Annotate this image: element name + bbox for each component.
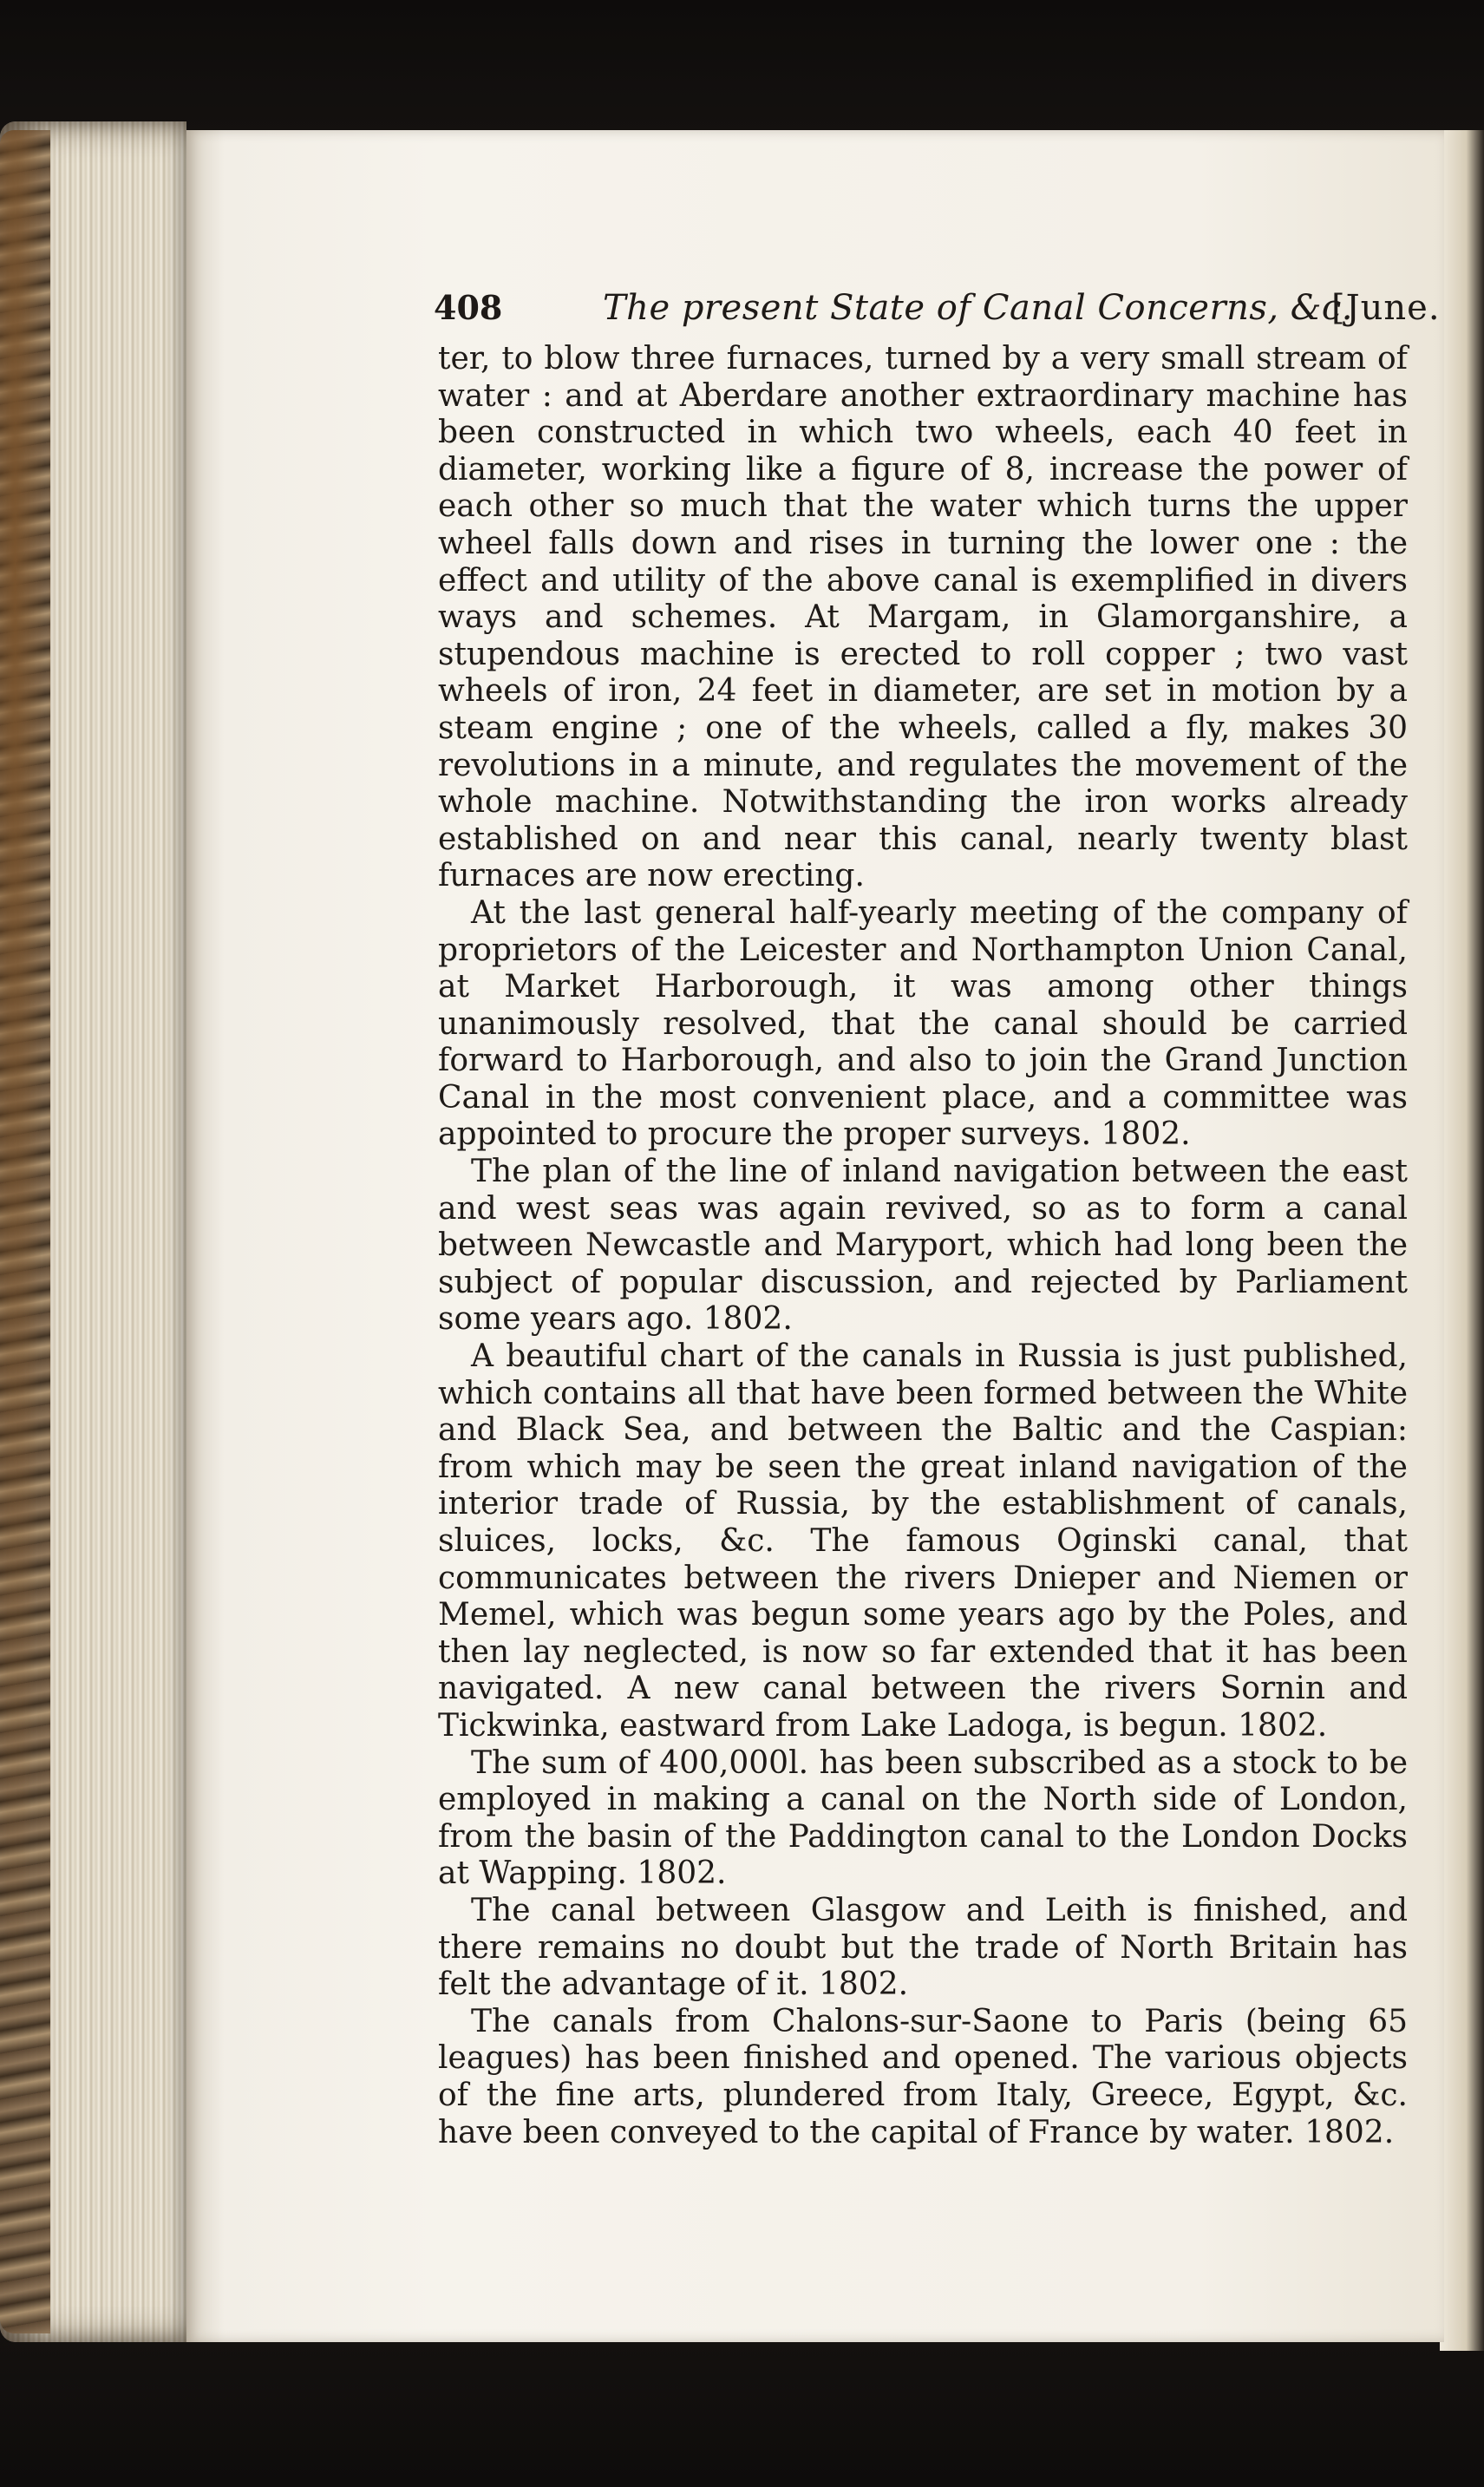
paragraph: At the last general half-yearly meeting of the company of proprietors of the Leicester and Northampton Union Canal, at Market Harborough, it was among other things unanimously resolved, that the canal should be carried forward to Harborough, and also to join the Grand Junction Canal in the most convenient place, and a committee was appointed to procure the proper surveys. 1802.	[438, 894, 1408, 1153]
running-title: The present State of Canal Concerns, &c.	[603, 288, 1354, 328]
page-content	[252, 282, 1441, 2151]
paragraph: The canals from Chalons-sur-Saone to Paris (being 65 leagues) has been finished and opened. The various objects of the fine arts, plundered from Italy, Greece, Egypt, &c. have been conveyed to the capital of France by water. 1802.	[438, 2003, 1408, 2150]
paragraph: The sum of 400,000l. has been subscribed as a stock to be employed in making a canal on the North side of London, from the basin of the Paddington canal to the London Docks at Wapping. 1802.	[438, 1744, 1408, 1892]
body-text	[438, 341, 1408, 2151]
paragraph: A beautiful chart of the canals in Russia is just published, which contains all that have been formed between the White and Black Sea, and between the Baltic and the Caspian: from which may be seen the great inland navigation of the interior trade of Russia, by the establishment of canals, sluices, locks, &c. The famous Oginski canal, that communicates between the rivers Dnieper and Niemen or Memel, which was begun some years ago by the Poles, and then lay neglected, is now so far extended that it has been navigated. A new canal between the rivers Sornin and Tickwinka, eastward from Lake Ladoga, is begun. 1802.	[438, 1338, 1408, 1744]
paragraph: The plan of the line of inland navigation between the east and west seas was again revived, so as to form a canal between Newcastle and Maryport, which had long been the subject of popular discussion, and rejected by Parliament some years ago. 1802.	[438, 1154, 1408, 1338]
page-number: 408	[434, 288, 503, 327]
running-month: [June.	[1331, 288, 1441, 328]
right-page-edge	[1440, 130, 1484, 2351]
marbled-edge	[0, 130, 50, 2333]
paragraph: ter, to blow three furnaces, turned by a very small stream of water : and at Aberdare another extraordinary machine has been constructed in which two wheels, each 40 feet in diameter, working like a figure of 8, increase the power of each other so much that the water which turns the upper wheel falls down and rises in turning the lower one : the effect and utility of the above canal is exemplified in divers ways and schemes. At Margam, in Glamorganshire, a stupendous machine is erected to roll copper ; two vast wheels of iron, 24 feet in diameter, are set in motion by a steam engine ; one of the wheels, called a fly, makes 30 revolutions in a minute, and regulates the movement of the whole machine. Notwithstanding the iron works already established on and near this canal, nearly twenty blast furnaces are now erecting.	[438, 341, 1408, 894]
paragraph: The canal between Glasgow and Leith is finished, and there remains no doubt but the trade of North Britain has felt the advantage of it. 1802.	[438, 1892, 1408, 2003]
running-head	[434, 282, 1484, 334]
